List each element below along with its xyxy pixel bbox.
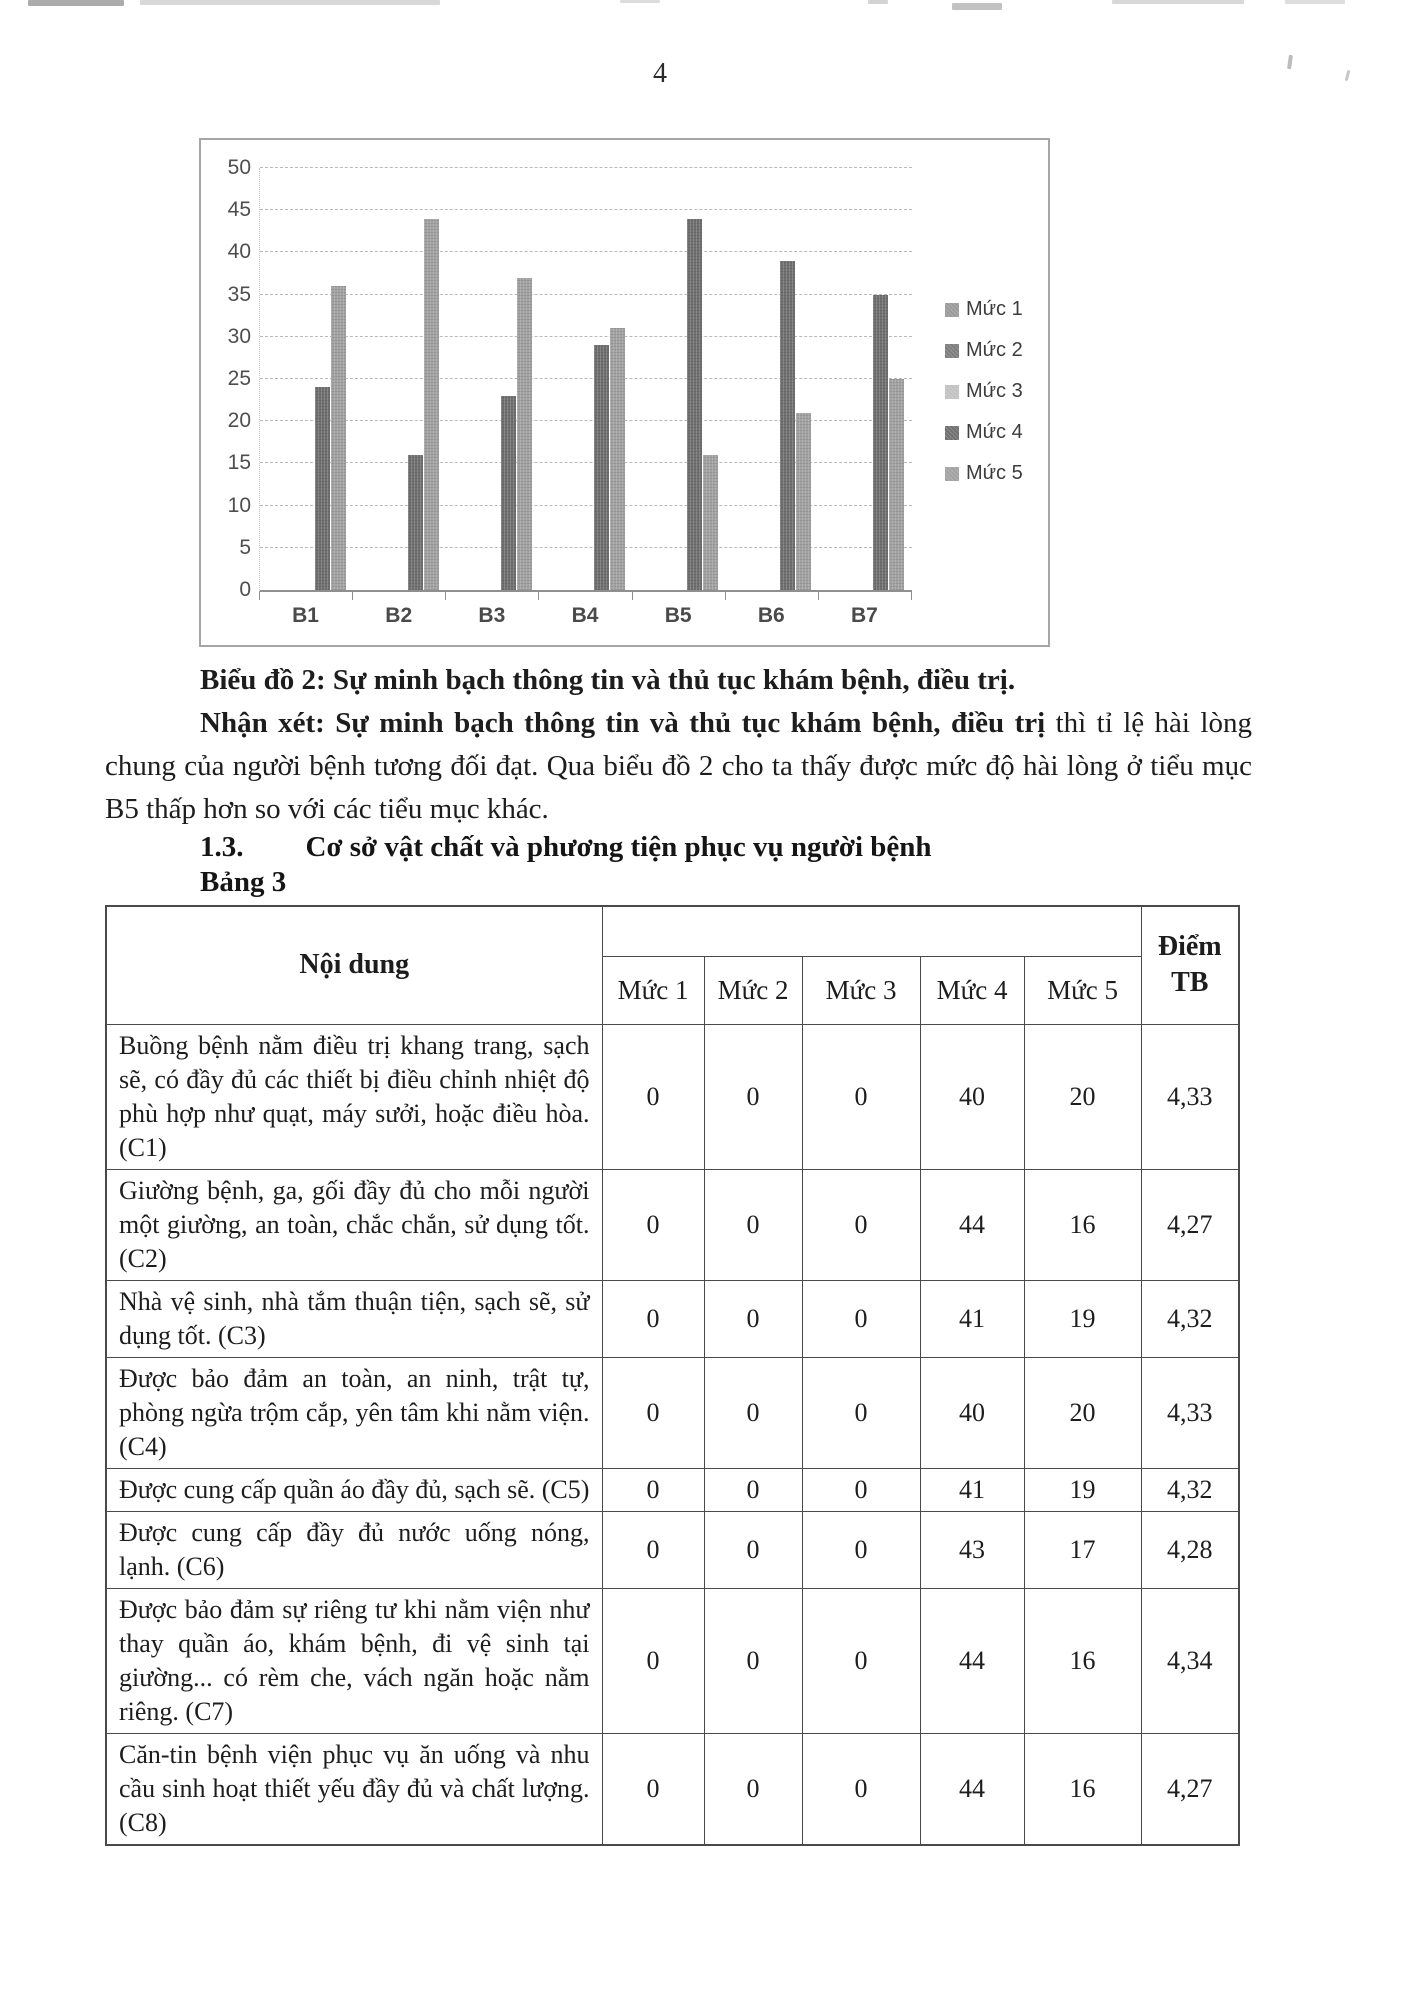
cell-value: 41 [920,1468,1024,1511]
bar-B7-mức5 [889,379,904,590]
chart-caption: Biểu đồ 2: Sự minh bạch thông tin và thủ tục khám bệnh, điều trị. [200,664,1016,696]
bar-B5-mức5 [703,455,718,590]
legend-swatch-icon [945,303,959,317]
cell-value: 0 [602,1733,704,1845]
x-axis-label: B2 [385,604,413,627]
gridline [260,167,912,168]
cell-value: 16 [1024,1733,1141,1845]
header-levels-group [602,906,1141,956]
table-row [106,1169,1239,1280]
comment-lead: Nhận xét: Sự minh bạch thông tin và thủ tục khám bệnh, điều trị [200,707,1046,739]
cell-value: 43 [920,1511,1024,1588]
cell-content: Được cung cấp đầy đủ nước uống nóng, lạnh. (C6) [106,1511,602,1588]
scan-artifact [1285,0,1345,4]
gridline [260,294,912,295]
legend-label: Mức 2 [966,339,1023,361]
cell-content: Buồng bệnh nằm điều trị khang trang, sạch sẽ, có đầy đủ các thiết bị điều chỉnh nhiệt độ phù hợp như quạt, máy sưởi, hoặc điều hòa. (C1) [106,1024,602,1169]
table-row [106,1024,1239,1169]
header-average-line1: Điểm [1157,931,1222,963]
legend-item [945,380,1023,403]
scan-artifact [140,0,440,5]
y-axis-label: 25 [227,367,251,390]
gridline [260,505,912,506]
legend-swatch-icon [945,385,959,399]
bar-B6-mức5 [796,413,811,590]
table-header-row-1 [106,906,1239,956]
y-axis-label: 15 [227,451,251,475]
bar-B1-mức5 [331,286,346,590]
y-axis-label: 35 [227,282,251,306]
page-number: 4 [653,58,667,89]
bar-B4-mức5 [610,328,625,590]
legend-swatch-icon [945,426,959,440]
cell-value: 0 [704,1511,802,1588]
cell-value: 16 [1024,1588,1141,1733]
y-axis-label: 10 [227,493,251,517]
axis-tick [818,592,819,600]
cell-value: 0 [602,1169,704,1280]
cell-value: 0 [602,1588,704,1733]
x-axis-label: B1 [292,604,319,627]
cell-value: 0 [704,1588,802,1733]
bar-B2-mức4 [408,455,423,590]
table-row [106,1280,1239,1357]
header-average [1141,906,1239,1024]
cell-value: 44 [920,1588,1024,1733]
cell-value: 0 [802,1733,920,1845]
bar-B3-mức4 [501,396,516,590]
cell-value: 41 [920,1280,1024,1357]
axis-tick [725,592,726,600]
axis-tick [445,592,446,600]
x-axis-label: B4 [571,604,599,627]
comment-rest: thì tỉ lệ hài lòng chung của người bệnh tương đối đạt. Qua biểu đồ 2 cho ta thấy được mức độ hài lòng ở tiểu mục B5 thấp hơn so với các tiểu mục khác. [105,707,1252,825]
bar-B4-mức4 [594,345,609,590]
section-heading [200,831,932,864]
header-level-3: Mức 3 [802,956,920,1024]
scan-artifact [1345,70,1351,81]
scan-artifact [952,3,1002,10]
legend-swatch-icon [945,344,959,358]
y-axis-label: 40 [227,240,251,264]
gridline [260,209,912,210]
cell-value: 0 [602,1280,704,1357]
bar-B2-mức5 [424,219,439,590]
cell-value: 44 [920,1733,1024,1845]
table-label: Bảng 3 [200,866,287,898]
comment-paragraph [105,702,1252,831]
cell-value: 0 [704,1169,802,1280]
x-axis-label: B6 [757,604,785,627]
legend-item [945,298,1023,321]
cell-content: Giường bệnh, ga, gối đầy đủ cho mỗi người một giường, an toàn, chắc chắn, sử dụng tốt. (C2) [106,1169,602,1280]
cell-value: 20 [1024,1024,1141,1169]
axis-tick [259,592,260,600]
legend-item [945,339,1023,362]
cell-value: 0 [802,1280,920,1357]
y-axis-label: 30 [227,324,251,348]
axis-tick [538,592,539,600]
cell-value: 17 [1024,1511,1141,1588]
section-title: Cơ sở vật chất và phương tiện phục vụ người bệnh [305,831,932,863]
header-level-4: Mức 4 [920,956,1024,1024]
cell-value: 0 [602,1024,704,1169]
cell-value: 0 [802,1511,920,1588]
cell-content: Được bảo đảm an toàn, an ninh, trật tự, phòng ngừa trộm cắp, yên tâm khi nằm viện. (C4) [106,1357,602,1468]
chart-plot-area [259,168,912,592]
scan-artifact [868,0,888,4]
header-level-1: Mức 1 [602,956,704,1024]
cell-value: 0 [802,1357,920,1468]
cell-value: 16 [1024,1169,1141,1280]
cell-value: 19 [1024,1468,1141,1511]
bar-chart [199,138,1050,647]
header-average-line2: TB [1171,967,1209,999]
header-content: Nội dung [106,906,602,1024]
header-level-5: Mức 5 [1024,956,1141,1024]
cell-average: 4,32 [1141,1280,1239,1357]
cell-content: Nhà vệ sinh, nhà tắm thuận tiện, sạch sẽ, sử dụng tốt. (C3) [106,1280,602,1357]
cell-value: 0 [704,1024,802,1169]
cell-value: 0 [704,1468,802,1511]
cell-average: 4,33 [1141,1357,1239,1468]
legend-item [945,421,1023,444]
gridline [260,547,912,548]
cell-value: 0 [802,1169,920,1280]
table-row [106,1733,1239,1845]
cell-average: 4,27 [1141,1733,1239,1845]
cell-value: 40 [920,1357,1024,1468]
cell-value: 0 [704,1280,802,1357]
legend-swatch-icon [945,467,959,481]
cell-value: 40 [920,1024,1024,1169]
gridline [260,462,912,463]
cell-average: 4,28 [1141,1511,1239,1588]
legend-label: Mức 1 [966,298,1023,320]
x-axis-label: B7 [850,604,878,627]
scan-artifact [620,0,660,3]
cell-value: 0 [602,1511,704,1588]
bar-B7-mức4 [873,295,888,590]
bar-B6-mức4 [780,261,795,590]
x-axis-label: B5 [664,604,692,627]
bar-B1-mức4 [315,387,330,590]
cell-average: 4,32 [1141,1468,1239,1511]
legend-label: Mức 3 [966,380,1023,402]
cell-content: Được cung cấp quần áo đầy đủ, sạch sẽ. (C5) [106,1468,602,1511]
cell-content: Căn-tin bệnh viện phục vụ ăn uống và nhu cầu sinh hoạt thiết yếu đầy đủ và chất lượng. (C8) [106,1733,602,1845]
legend-item [945,462,1023,485]
cell-average: 4,34 [1141,1588,1239,1733]
y-axis-label: 50 [227,156,251,179]
table-row [106,1511,1239,1588]
y-axis-label: 20 [227,409,251,433]
cell-value: 19 [1024,1280,1141,1357]
y-axis-label: 5 [239,535,251,559]
cell-value: 0 [704,1357,802,1468]
cell-value: 44 [920,1169,1024,1280]
legend-label: Mức 4 [966,421,1023,443]
chart-commentary [105,659,1252,831]
table-row [106,1468,1239,1511]
cell-value: 0 [802,1024,920,1169]
y-axis-label: 0 [239,578,251,601]
y-axis-label: 45 [227,198,251,222]
section-number: 1.3. [200,831,244,863]
cell-value: 0 [802,1468,920,1511]
x-axis-label: B3 [478,604,506,627]
table-row [106,1357,1239,1468]
gridline [260,251,912,252]
cell-value: 0 [802,1588,920,1733]
axis-tick [911,592,912,600]
gridline [260,420,912,421]
cell-value: 20 [1024,1357,1141,1468]
cell-value: 0 [602,1357,704,1468]
table-row [106,1588,1239,1733]
data-table [105,905,1240,1846]
cell-average: 4,27 [1141,1169,1239,1280]
scan-artifact [1112,0,1244,4]
bar-B5-mức4 [687,219,702,590]
cell-content: Được bảo đảm sự riêng tư khi nằm viện như thay quần áo, khám bệnh, đi vệ sinh tại giường... có rèm che, vách ngăn hoặc nằm riêng. (C7) [106,1588,602,1733]
legend-label: Mức 5 [966,462,1023,484]
bar-B3-mức5 [517,278,532,590]
cell-value: 0 [602,1468,704,1511]
axis-tick [632,592,633,600]
chart-legend [945,298,1023,485]
header-level-2: Mức 2 [704,956,802,1024]
axis-tick [352,592,353,600]
cell-average: 4,33 [1141,1024,1239,1169]
gridline [260,336,912,337]
gridline [260,378,912,379]
scan-artifact [28,0,124,6]
cell-value: 0 [704,1733,802,1845]
